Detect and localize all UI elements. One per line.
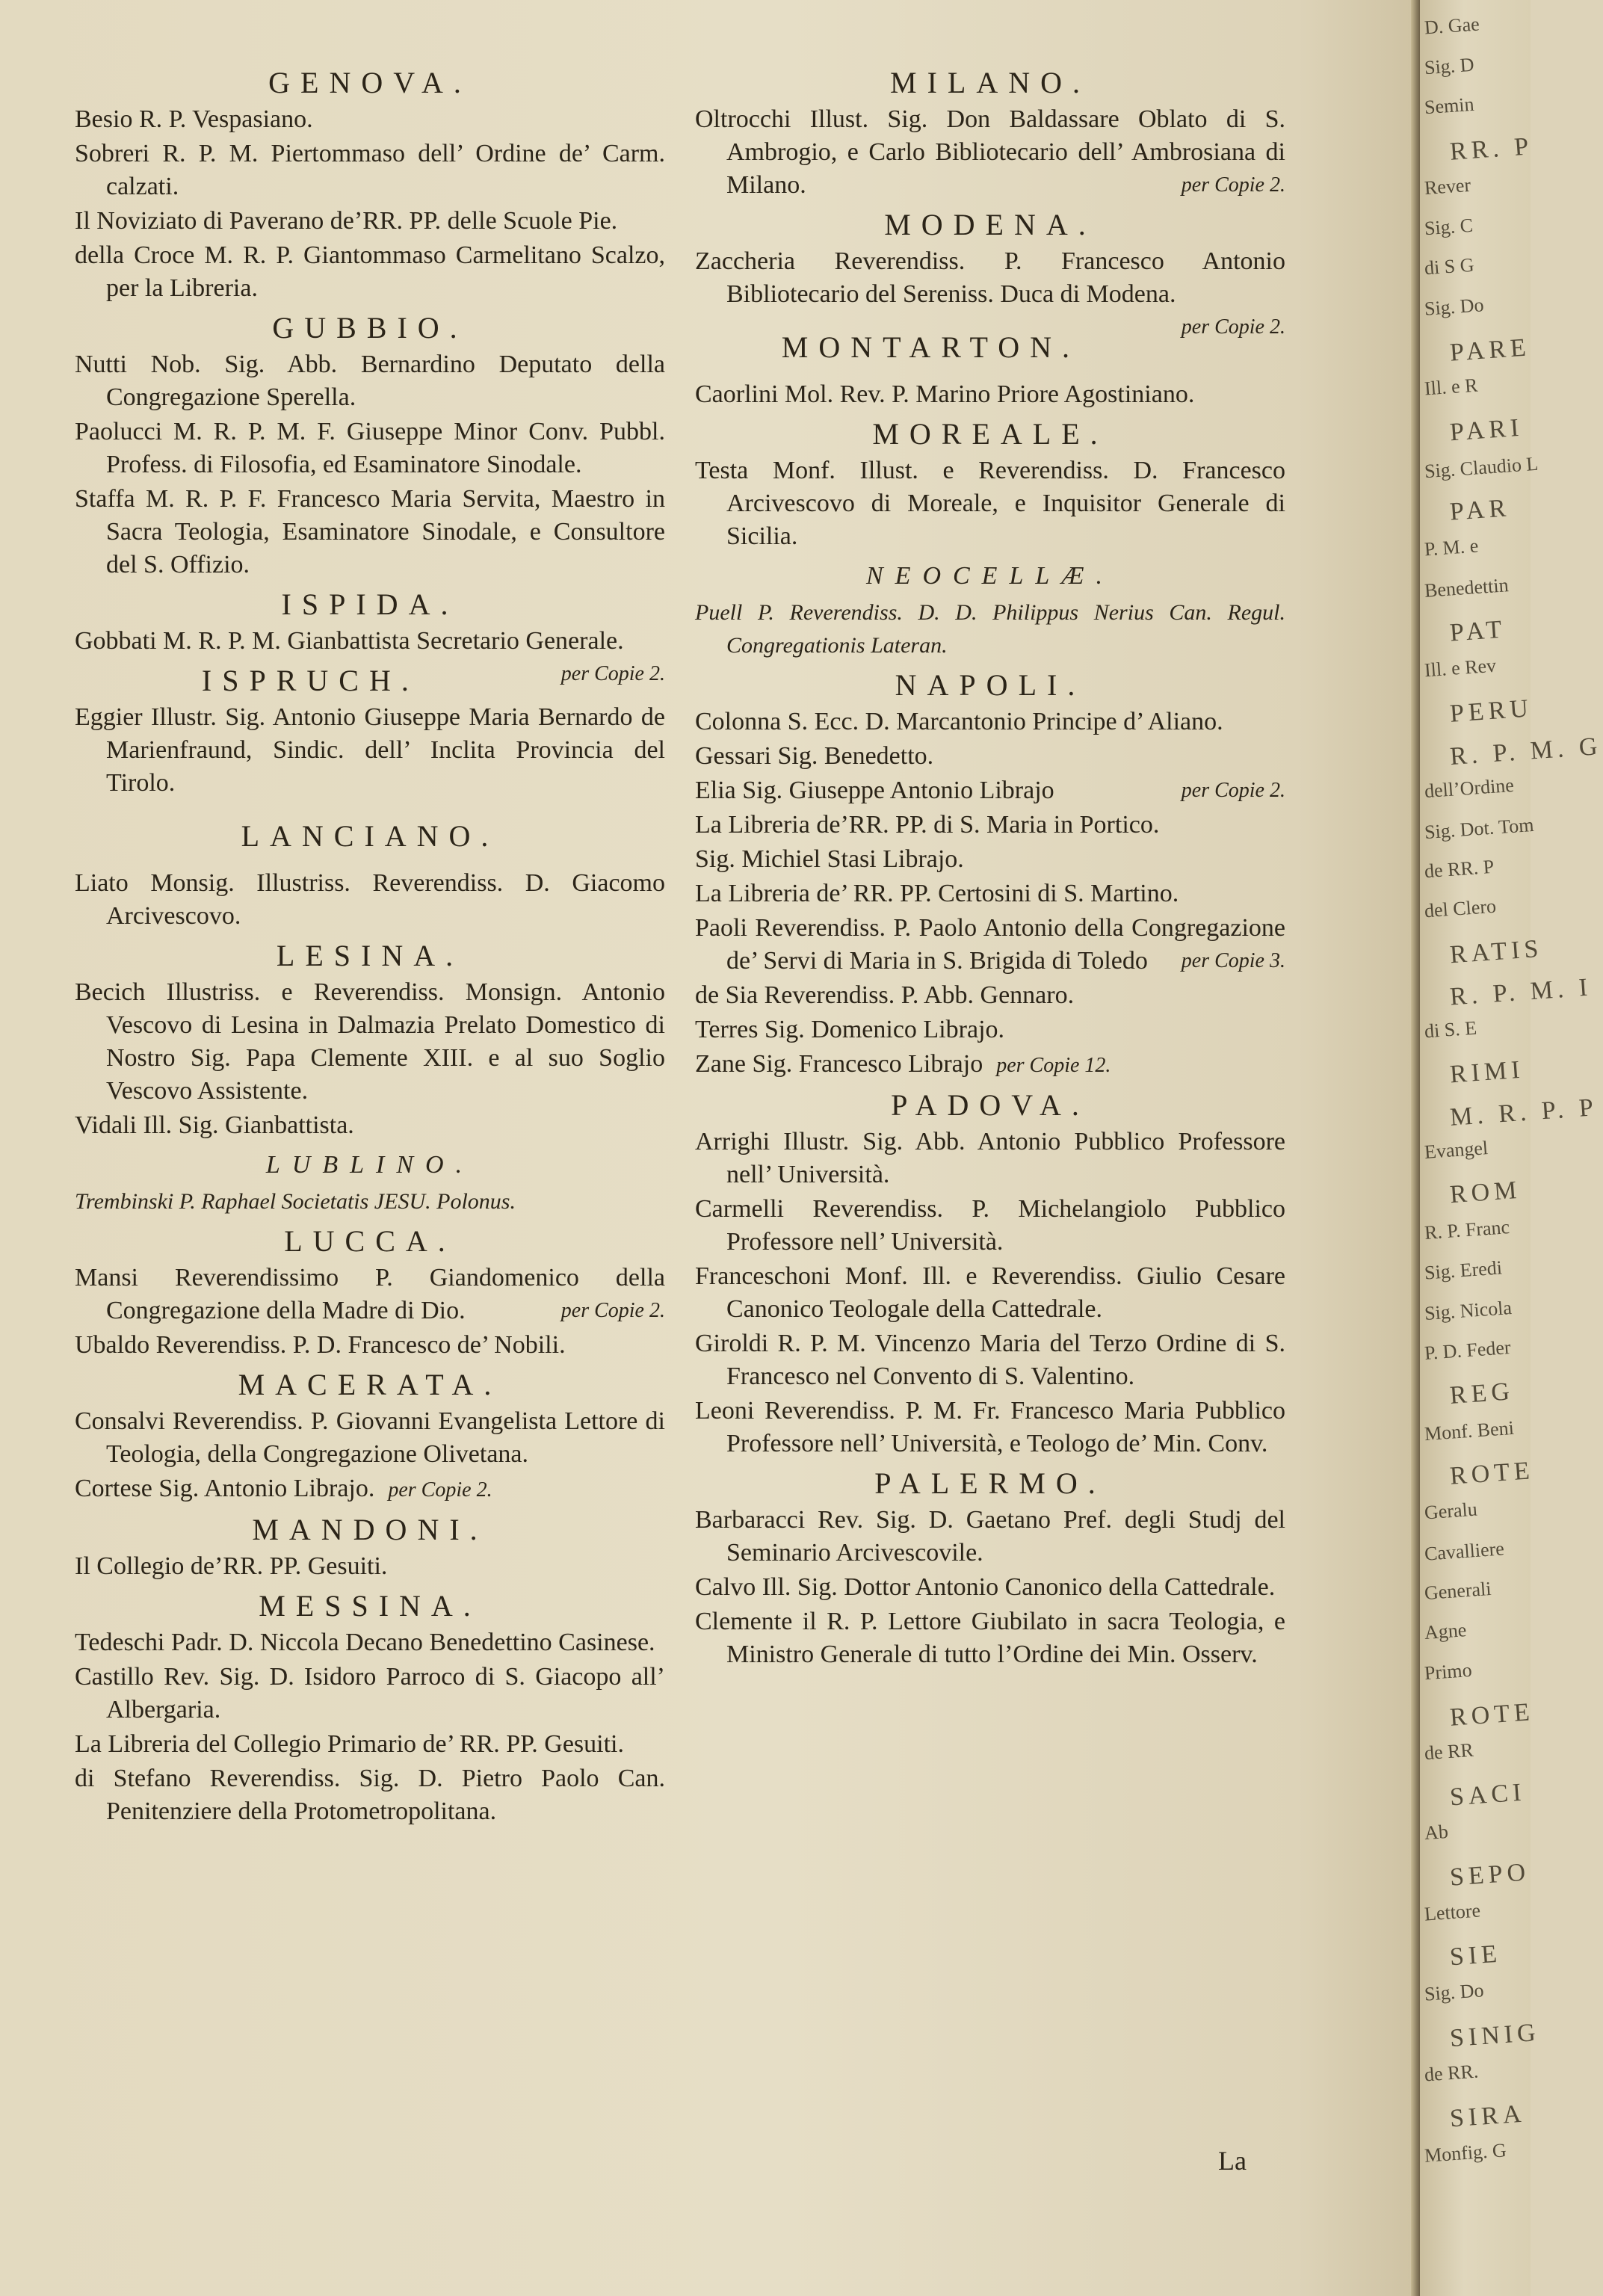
adjacent-page-fragment: di S G <box>1424 253 1475 280</box>
adjacent-page-fragment: de RR. <box>1424 2060 1480 2086</box>
adjacent-page-fragment: di S. E <box>1424 1016 1477 1042</box>
subscriber-entry: Sobreri R. P. M. Piertommaso dell’ Ordine de’ Carm. calzati. <box>75 140 665 200</box>
city-heading: LUBLINO. <box>265 1151 475 1179</box>
subscriber-entry: Eggier Illustr. Sig. Antonio Giuseppe Maria Bernardo de Marienfraund, Sindic. dell’ Inclita Provincia del Tirolo. <box>75 703 665 797</box>
adjacent-page-fragment: Ill. e Rev <box>1424 654 1497 682</box>
adjacent-page-fragment: Sig. C <box>1424 214 1474 239</box>
city-heading: GUBBIO. <box>272 311 468 345</box>
subscriber-entry <box>695 1048 1285 1082</box>
city-heading: LANCIANO. <box>241 819 499 853</box>
subscriber-entry: Becich Illustriss. e Reverendiss. Monsign. Antonio Vescovo di Lesina in Dalmazia Prelato Domestico di Nostro Sig. Papa Clemente XIII. e al suo Soglio Vescovo Assistente. <box>75 978 665 1105</box>
adjacent-page-fragment: Monfig. G <box>1424 2139 1507 2167</box>
adjacent-page-fragment: R. P. Franc <box>1424 1216 1510 1244</box>
left-column <box>75 60 665 1830</box>
adjacent-page-fragment: R. P. M. G <box>1448 732 1603 771</box>
subscriber-entry: Consalvi Reverendiss. P. Giovanni Evangelista Lettore di Teologia, della Congregazione Olivetana. <box>75 1407 665 1468</box>
adjacent-page-fragment: Sig. Nicola <box>1424 1296 1513 1324</box>
subscriber-entry: Castillo Rev. Sig. D. Isidoro Parroco di S. Giacopo all’ Albergaria. <box>75 1663 665 1723</box>
subscriber-entry: Calvo Ill. Sig. Dottor Antonio Canonico della Cattedrale. <box>695 1573 1276 1601</box>
subscriber-entry: Trembinski P. Raphael Societatis JESU. Polonus. <box>75 1189 516 1214</box>
adjacent-page-edge <box>1420 0 1603 2296</box>
adjacent-page-fragment: Rever <box>1424 173 1471 199</box>
subscriber-entry <box>695 774 1285 807</box>
city-heading: MESSINA. <box>259 1589 481 1623</box>
adjacent-page-fragment: Evangel <box>1424 1136 1489 1163</box>
adjacent-page-fragment: SACI <box>1448 1778 1527 1812</box>
subscriber-entry: Paolucci M. R. P. M. F. Giuseppe Minor Conv. Pubbl. Profess. di Filosofia, ed Esaminatore Sinodale. <box>75 418 665 478</box>
adjacent-page-fragment: ROTE <box>1448 1457 1535 1491</box>
subscriber-entry <box>695 245 1285 339</box>
subscriber-entry: Barbaracci Rev. Sig. D. Gaetano Pref. degli Studj del Seminario Arcivescovile. <box>695 1506 1285 1567</box>
adjacent-page-fragment: PARE <box>1448 333 1531 367</box>
entry-text: Zane Sig. Francesco Librajo <box>695 1050 983 1078</box>
book-gutter <box>1411 0 1420 2296</box>
subscriber-entry: Arrighi Illustr. Sig. Abb. Antonio Pubblico Professore nell’ Università. <box>695 1128 1285 1188</box>
subscriber-entry: Leoni Reverendiss. P. M. Fr. Francesco Maria Pubblico Professore nell’ Università, e Teologo de’ Min. Conv. <box>695 1397 1285 1457</box>
city-heading: MACERATA. <box>238 1368 502 1401</box>
city-heading: MOREALE. <box>872 417 1108 451</box>
subscriber-entry: Sig. Michiel Stasi Librajo. <box>695 845 964 873</box>
subscriber-entry: Carmelli Reverendiss. P. Michelangiolo Pubblico Professore nell’ Università. <box>695 1195 1285 1256</box>
entry-text: Oltrocchi Illust. Sig. Don Baldassare Oblato di S. Ambrogio, e Carlo Bibliotecario dell’ Ambrosiana di Milano. <box>695 105 1285 199</box>
subscriber-entry: Gessari Sig. Benedetto. <box>695 742 934 770</box>
adjacent-page-fragment: Sig. D <box>1424 53 1475 78</box>
subscriber-entry <box>75 1472 665 1507</box>
subscriber-entry: Franceschoni Monf. Ill. e Reverendiss. Giulio Cesare Canonico Teologale della Cattedrale. <box>695 1262 1285 1323</box>
city-heading: ISPRUCH. <box>201 664 419 697</box>
adjacent-page-fragment: Sig. Do <box>1424 1979 1485 2006</box>
adjacent-page-fragment: D. Gae <box>1424 13 1480 39</box>
city-heading: MANDONI. <box>252 1513 488 1546</box>
copies-note: per Copie 2. <box>388 1478 492 1502</box>
city-heading: GENOVA. <box>268 66 472 99</box>
adjacent-page-fragment: Lettore <box>1424 1899 1481 1925</box>
adjacent-page-fragment: Sig. Claudio L <box>1424 452 1539 483</box>
copies-note: per Copie 2. <box>1181 173 1285 197</box>
adjacent-page-fragment: Sig. Eredi <box>1424 1256 1503 1284</box>
subscriber-entry <box>695 912 1285 978</box>
adjacent-page-fragment: PARI <box>1448 413 1525 447</box>
copies-note: per Copie 2. <box>560 1299 665 1322</box>
adjacent-page-fragment: R. P. M. I <box>1448 973 1593 1011</box>
city-heading: MODENA. <box>884 208 1096 241</box>
adjacent-page-fragment: RATIS <box>1448 934 1544 969</box>
copies-note: per Copie 2. <box>560 662 665 685</box>
adjacent-page-fragment: SINIG <box>1448 2019 1541 2053</box>
subscriber-entry: Colonna S. Ecc. D. Marcantonio Principe d’ Aliano. <box>695 708 1223 735</box>
adjacent-page-fragment: SIE <box>1448 1939 1503 1972</box>
adjacent-page-fragment: M. R. P. P <box>1448 1093 1599 1132</box>
subscriber-entry: Caorlini Mol. Rev. P. Marino Priore Agostiniano. <box>695 380 1195 408</box>
adjacent-page-fragment: Agne <box>1424 1619 1468 1644</box>
subscriber-entry: de Sia Reverendiss. P. Abb. Gennaro. <box>695 981 1075 1009</box>
adjacent-page-fragment: SIRA <box>1448 2099 1527 2133</box>
subscriber-entry: della Croce M. R. P. Giantommaso Carmelitano Scalzo, per la Libreria. <box>75 241 665 302</box>
entry-text: Cortese Sig. Antonio Librajo. <box>75 1475 375 1502</box>
city-heading: PADOVA. <box>891 1088 1090 1122</box>
entry-text: Mansi Reverendissimo P. Giandomenico della Congregazione della Madre di Dio. <box>75 1264 665 1324</box>
adjacent-page-fragment: Ill. e R <box>1424 374 1479 400</box>
adjacent-page-fragment: RR. P <box>1448 132 1534 166</box>
adjacent-page-fragment: P. D. Feder <box>1424 1336 1512 1365</box>
subscriber-entry <box>695 103 1285 202</box>
city-heading: NAPOLI. <box>895 668 1086 702</box>
subscriber-entry: Il Noviziato di Paverano de’RR. PP. delle Scuole Pie. <box>75 207 618 235</box>
adjacent-page-fragment: Benedettin <box>1424 573 1510 602</box>
subscriber-entry: Staffa M. R. P. F. Francesco Maria Servita, Maestro in Sacra Teologia, Esaminatore Sinodale, e Consultore del S. Offizio. <box>75 485 665 578</box>
copies-note: per Copie 2. <box>1181 315 1285 339</box>
right-column <box>695 60 1285 1673</box>
adjacent-page-fragment: REG <box>1448 1377 1516 1410</box>
subscriber-entry: Testa Monf. Illust. e Reverendiss. D. Francesco Arcivescovo di Moreale, e Inquisitor Generale di Sicilia. <box>695 457 1285 550</box>
adjacent-page-fragment: Semin <box>1424 93 1475 119</box>
subscriber-entry: Giroldi R. P. M. Vincenzo Maria del Terzo Ordine di S. Francesco nel Convento di S. Valentino. <box>695 1330 1285 1390</box>
subscriber-entry <box>75 1262 665 1327</box>
adjacent-page-fragment: P. M. e <box>1424 534 1480 561</box>
adjacent-page-fragment: Cavalliere <box>1424 1537 1505 1565</box>
adjacent-page-fragment: PERU <box>1448 694 1534 728</box>
subscriber-entry: Ubaldo Reverendiss. P. D. Francesco de’ Nobili. <box>75 1331 566 1359</box>
adjacent-page-fragment: Ab <box>1423 1820 1449 1844</box>
city-heading: LESINA. <box>276 939 464 972</box>
subscriber-entry: Liato Monsig. Illustriss. Reverendiss. D. Giacomo Arcivescovo. <box>75 869 665 930</box>
adjacent-page-fragment: de RR. P <box>1424 855 1495 882</box>
adjacent-page-fragment: RIMI <box>1448 1055 1525 1089</box>
subscriber-entry: Vidali Ill. Sig. Gianbattista. <box>75 1111 354 1139</box>
subscriber-entry: Nutti Nob. Sig. Abb. Bernardino Deputato della Congregazione Sperella. <box>75 351 665 411</box>
adjacent-page-fragment: ROM <box>1448 1176 1522 1209</box>
adjacent-page-fragment: Monf. Beni <box>1424 1416 1515 1445</box>
copies-note: per Copie 2. <box>1181 779 1285 802</box>
adjacent-page-fragment: del Clero <box>1424 895 1497 922</box>
adjacent-page-fragment: Sig. Do <box>1424 294 1485 320</box>
entry-text: Zaccheria Reverendiss. P. Francesco Antonio Bibliotecario del Sereniss. Duca di Modena. <box>695 247 1285 308</box>
catchword: La <box>1218 2146 1247 2176</box>
adjacent-page-fragment: Sig. Dot. Tom <box>1424 813 1535 844</box>
subscriber-entry: Clemente il R. P. Lettore Giubilato in sacra Teologia, e Ministro Generale di tutto l’Ordine dei Min. Osserv. <box>695 1608 1285 1668</box>
city-heading: ISPIDA. <box>281 587 459 621</box>
copies-note: per Copie 12. <box>996 1054 1111 1077</box>
adjacent-page-fragment: Primo <box>1424 1658 1473 1685</box>
subscriber-entry: Puell P. Reverendiss. D. D. Philippus Nerius Can. Regul. Congregationis Lateran. <box>695 600 1285 658</box>
subscriber-entry: La Libreria de’RR. PP. di S. Maria in Portico. <box>695 811 1160 839</box>
city-heading: NEOCELLÆ. <box>866 562 1114 590</box>
subscriber-entry: Besio R. P. Vespasiano. <box>75 105 313 133</box>
subscriber-entry: Tedeschi Padr. D. Niccola Decano Benedettino Casinese. <box>75 1629 655 1656</box>
subscriber-entry: di Stefano Reverendiss. Sig. D. Pietro Paolo Can. Penitenziere della Protometropolitana. <box>75 1765 665 1825</box>
adjacent-page-fragment: Generali <box>1424 1578 1492 1605</box>
adjacent-page-fragment: SEPO <box>1448 1858 1531 1892</box>
entry-text: Elia Sig. Giuseppe Antonio Librajo <box>695 777 1054 804</box>
city-heading: MILANO. <box>890 66 1090 99</box>
adjacent-page-fragment: ROTE <box>1448 1697 1535 1732</box>
entry-text: Gobbati M. R. P. M. Gianbattista Secretario Generale. <box>75 627 624 655</box>
city-heading: MONTARTON. <box>781 330 1080 364</box>
subscriber-entry: La Libreria del Collegio Primario de’ RR. PP. Gesuiti. <box>75 1730 624 1758</box>
adjacent-page-fragment: de RR <box>1424 1738 1474 1765</box>
subscriber-entry: Il Collegio de’RR. PP. Gesuiti. <box>75 1552 388 1580</box>
subscriber-entry: La Libreria de’ RR. PP. Certosini di S. Martino. <box>695 880 1179 907</box>
copies-note: per Copie 3. <box>1181 949 1285 972</box>
adjacent-page-fragment: Geralu <box>1424 1498 1478 1524</box>
city-heading: LUCCA. <box>284 1224 456 1258</box>
subscriber-entry: Terres Sig. Domenico Librajo. <box>695 1016 1005 1043</box>
entry-text: Paoli Reverendiss. P. Paolo Antonio della Congregazione de’ Servi di Maria in S. Brigida di Toledo <box>695 914 1285 975</box>
adjacent-page-fragment: PAR <box>1448 494 1512 527</box>
city-heading: PALERMO. <box>874 1466 1106 1500</box>
adjacent-page-fragment: dell’Ordine <box>1424 774 1515 803</box>
adjacent-page-fragment: PAT <box>1448 614 1507 647</box>
